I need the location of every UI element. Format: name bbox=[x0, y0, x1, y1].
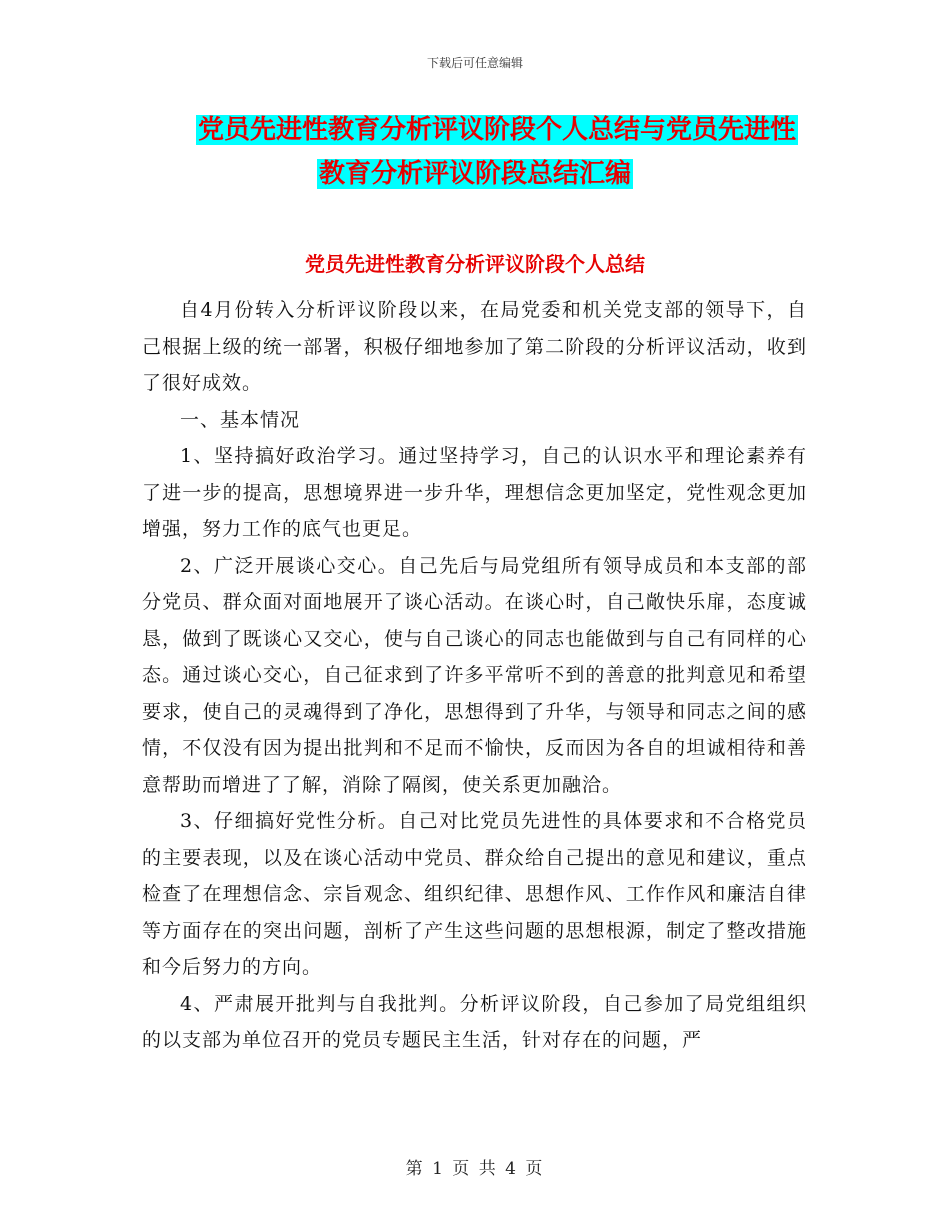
paragraph: 4、严肃展开批判与自我批判。分析评议阶段，自己参加了局党组组织的以支部为单位召开的党员专题民主生活，针对存在的问题，严 bbox=[142, 992, 807, 1051]
paragraph: 3、仔细搞好党性分析。自己对比党员先进性的具体要求和不合格党员的主要表现，以及在谈心活动中党员、群众给自己提出的意见和建议，重点检查了在理想信念、宗旨观念、组织纪律、思想作风、工作作风和廉洁自律等方面存在的突出问题，剖析了产生这些问题的思想根源，制定了整改措施和今后努力的方向。 bbox=[142, 810, 807, 978]
paragraph: 2、广泛开展谈心交心。自己先后与局党组所有领导成员和本支部的部分党员、群众面对面地展开了谈心活动。在谈心时，自己敞快乐扉，态度诚恳，做到了既谈心又交心，使与自己谈心的同志也能做到与自己有同样的心态。通过谈心交心，自己征求到了许多平常听不到的善意的批判意见和希望要求，使自己的灵魂得到了净化，思想得到了升华，与领导和同志之间的感情，不仅没有因为提出批判和不足而不愉快，反而因为各自的坦诚相待和善意帮助而增进了了解，消除了隔阂，使关系更加融洽。 bbox=[142, 554, 807, 796]
section-title: 党员先进性教育分析评议阶段个人总结 bbox=[305, 252, 645, 276]
paragraph: 自4月份转入分析评议阶段以来，在局党委和机关党支部的领导下，自己根据上级的统一部署，积极仔细地参加了第二阶段的分析评议活动，收到了很好成效。 bbox=[142, 299, 807, 394]
paragraph: 1、坚持搞好政治学习。通过坚持学习，自己的认识水平和理论素养有了进一步的提高，思想境界进一步升华，理想信念更加坚定，党性观念更加增强，努力工作的底气也更足。 bbox=[142, 445, 807, 540]
title-line-1: 党员先进性教育分析评议阶段个人总结与党员先进性 bbox=[197, 115, 796, 145]
paragraph: 一、基本情况 bbox=[180, 408, 301, 431]
document-title bbox=[0, 108, 950, 196]
body-text bbox=[142, 292, 807, 1059]
header-note: 下载后可任意编辑 bbox=[426, 56, 523, 70]
page-number-footer: 第 1 页 共 4 页 bbox=[405, 1159, 545, 1179]
title-line-2: 教育分析评议阶段总结汇编 bbox=[318, 159, 631, 189]
